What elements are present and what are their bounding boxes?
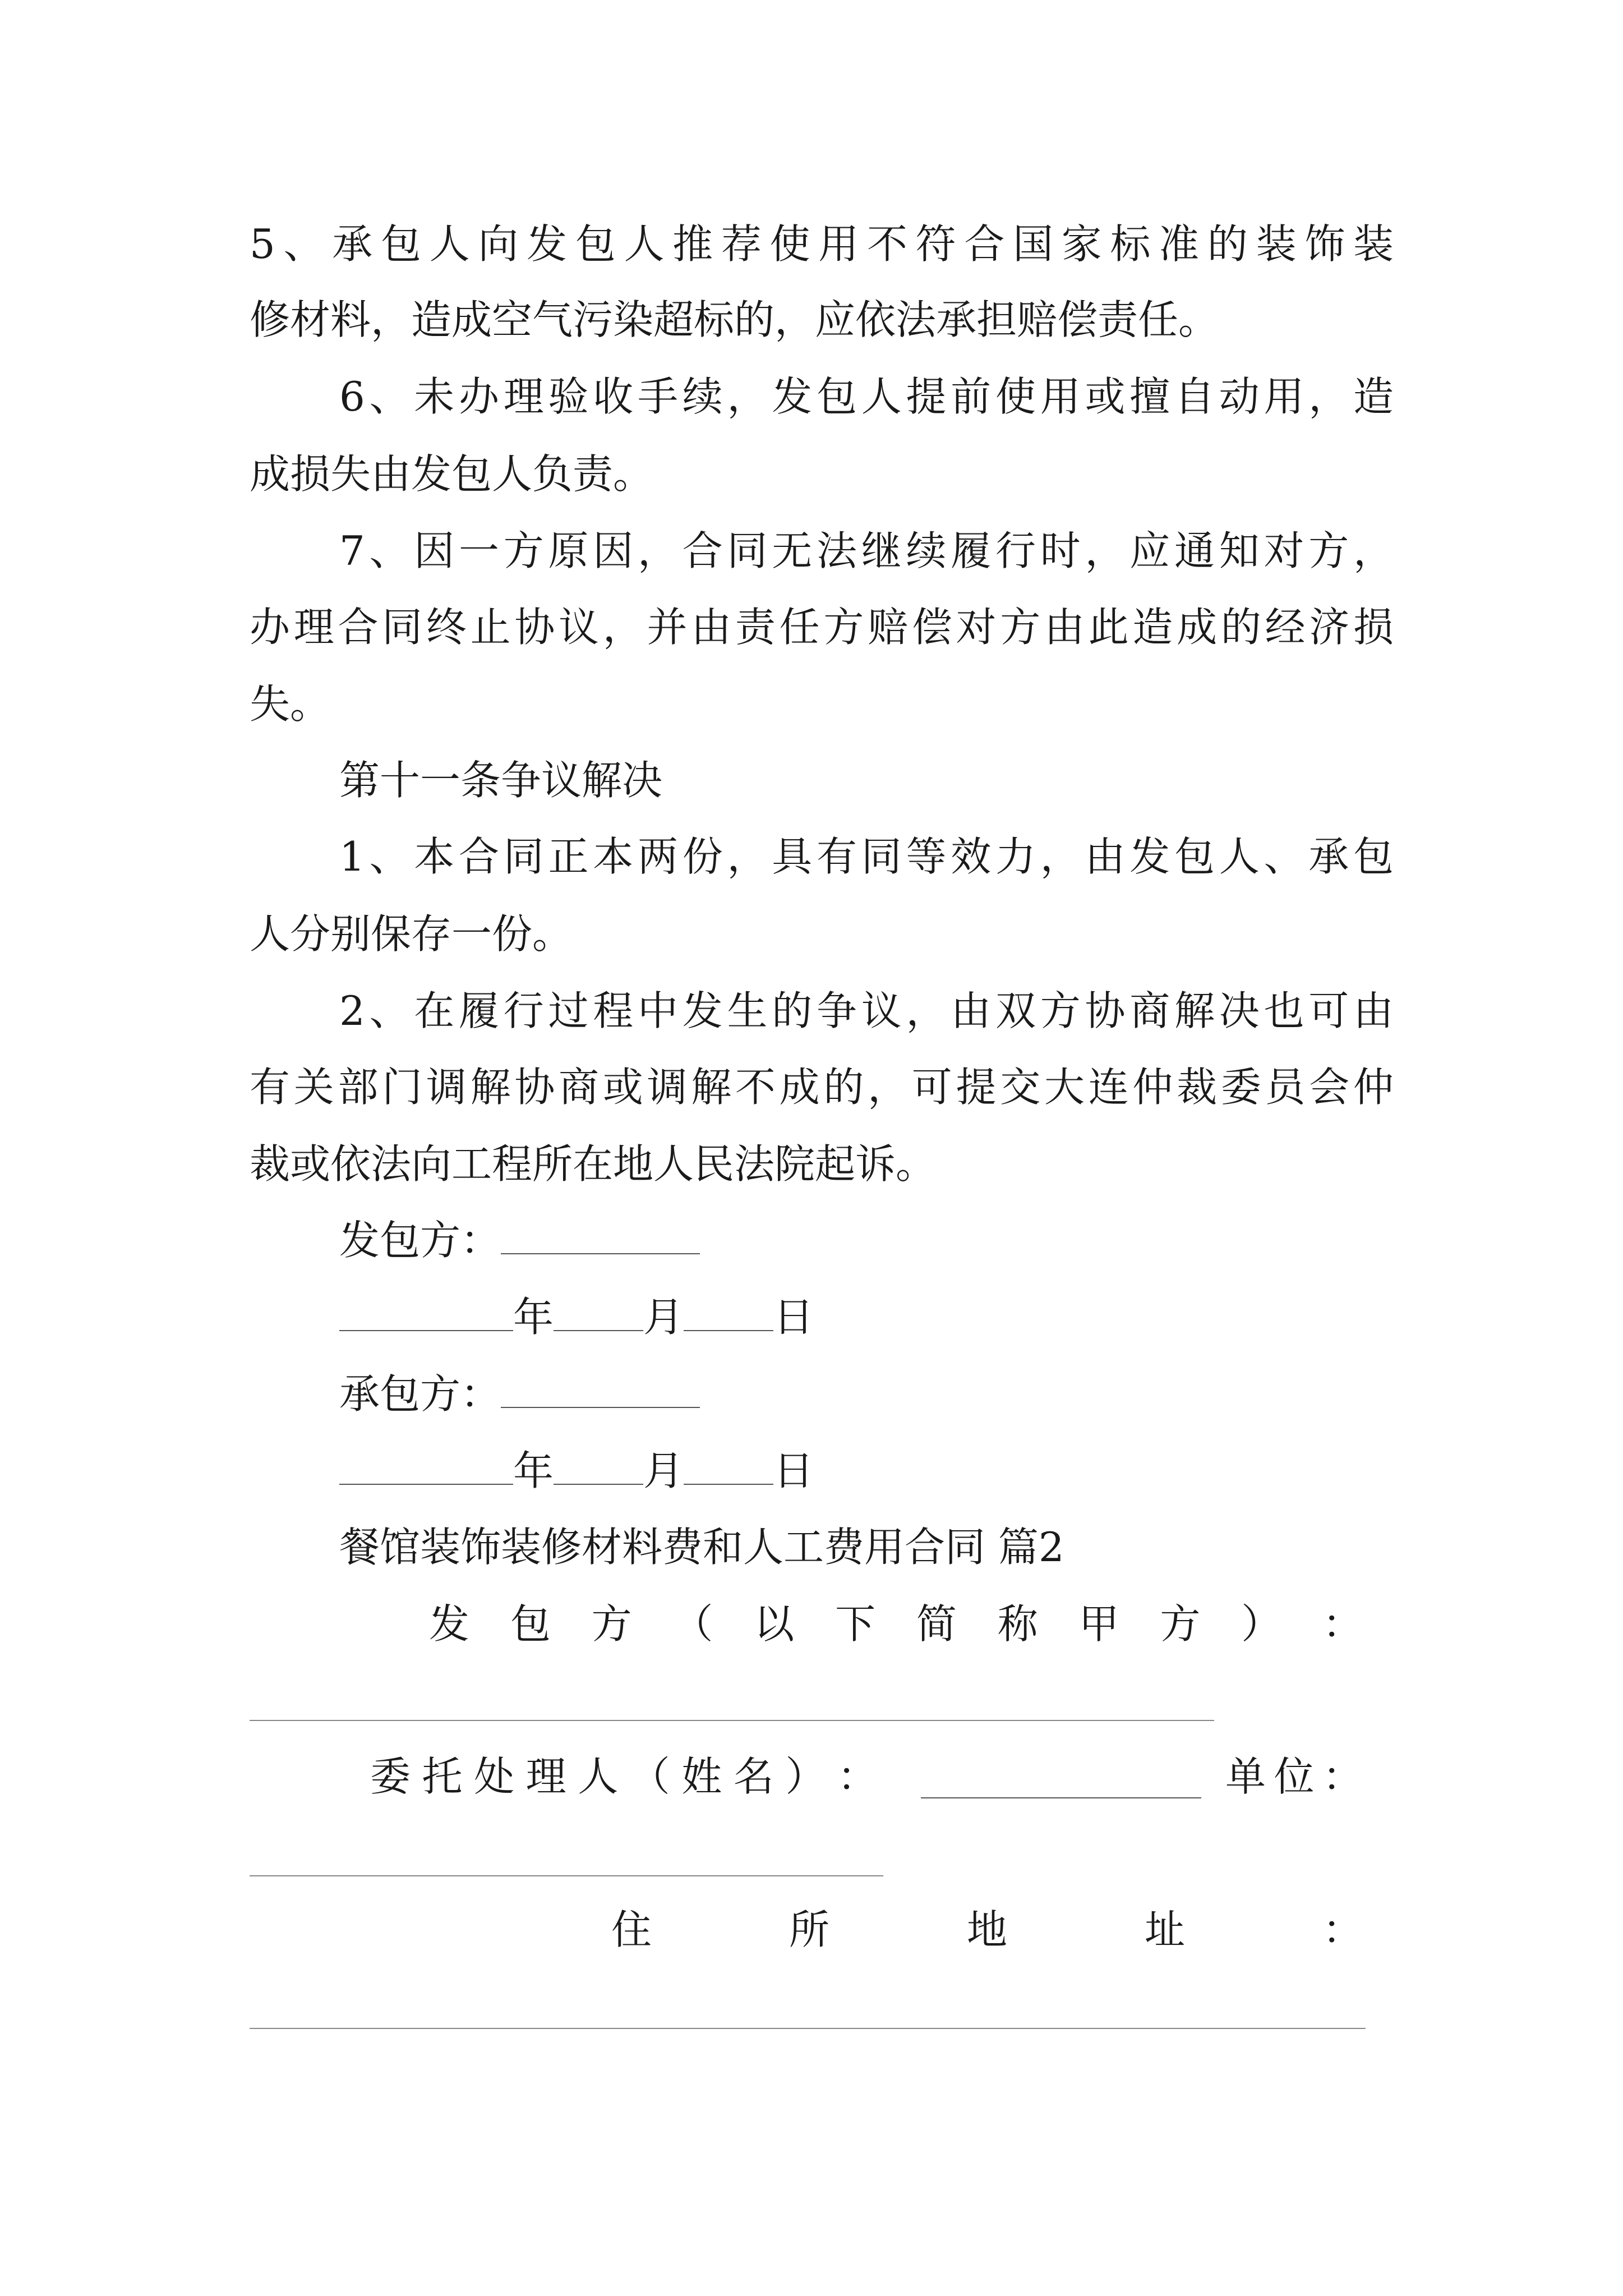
address-char: 地 [966, 1906, 1007, 1953]
party-a-char: 方 [591, 1600, 632, 1648]
paragraph-line: 失。 [250, 680, 331, 728]
year-label: 年 [513, 1294, 554, 1341]
agent-name-blank[interactable] [921, 1763, 1201, 1798]
party-b-label: 承包方： [339, 1370, 501, 1418]
paragraph-line: 办理合同终止协议，并由责任方赔偿对方由此造成的经济损 [250, 604, 1394, 651]
party-a-char: 以 [754, 1600, 795, 1648]
contract2-party-a-label [429, 1599, 1363, 1649]
paragraph-line: 6、未办理验收手续，发包人提前使用或擅自动用，造 [339, 373, 1394, 420]
paragraph-line: 7、因一方原因，合同无法继续履行时，应通知对方， [339, 527, 1394, 574]
agent-char: 姓 [681, 1753, 722, 1800]
address-char: 住 [611, 1906, 652, 1953]
party-a-char: 发 [429, 1600, 470, 1648]
day-label: 日 [773, 1447, 814, 1494]
agent-char: 委 [370, 1753, 411, 1800]
party-a-date [339, 1292, 814, 1342]
address-char: 所 [789, 1906, 829, 1953]
paragraph-line: 人分别保存一份。 [250, 910, 573, 958]
agent-char: 托 [422, 1753, 463, 1800]
fill-line[interactable] [250, 1720, 1214, 1721]
address-label [611, 1904, 1363, 1955]
year-label: 年 [513, 1447, 554, 1494]
address-char: 址 [1144, 1906, 1185, 1953]
party-b-blank[interactable] [501, 1372, 700, 1408]
party-a-char: 包 [510, 1600, 551, 1648]
agent-name-label [370, 1751, 878, 1802]
agent-char: 处 [474, 1753, 515, 1800]
party-a-char: 称 [997, 1600, 1038, 1648]
agent-char: 理 [525, 1753, 566, 1800]
fill-line[interactable] [250, 2028, 1366, 2029]
unit-char: 位 [1274, 1753, 1315, 1800]
paragraph-line: 有关部门调解协商或调解不成的，可提交大连仲裁委员会仲 [250, 1064, 1394, 1111]
party-a-char: 简 [916, 1600, 957, 1648]
unit-char: ： [1322, 1753, 1363, 1800]
paragraph-line: 5、承包人向发包人推荐使用不符合国家标准的装饰装 [250, 220, 1394, 268]
party-a-label: 发包方： [339, 1217, 501, 1264]
day-label: 日 [773, 1294, 814, 1341]
agent-char: 名 [733, 1753, 774, 1800]
paragraph-line: 1、本合同正本两份，具有同等效力，由发包人、承包 [339, 833, 1394, 880]
unit-label [1225, 1751, 1363, 1802]
agent-char: ） [785, 1753, 826, 1800]
party-a-char: ： [1322, 1600, 1363, 1648]
fill-line[interactable] [250, 1875, 883, 1876]
day-blank[interactable] [684, 1295, 773, 1331]
month-label: 月 [643, 1447, 684, 1494]
month-label: 月 [643, 1294, 684, 1341]
party-a-blank[interactable] [501, 1218, 700, 1254]
party-a-signature [339, 1215, 700, 1266]
party-a-char: （ [672, 1600, 713, 1648]
section-heading: 第十一条争议解决 [339, 757, 663, 804]
year-blank[interactable] [339, 1295, 513, 1331]
agent-char: ： [837, 1753, 878, 1800]
party-a-char: ） [1241, 1600, 1282, 1648]
agent-char: 人 [578, 1753, 619, 1800]
paragraph-line: 裁或依法向工程所在地人民法院起诉。 [250, 1140, 937, 1188]
party-b-signature [339, 1369, 700, 1419]
paragraph-line: 成损失由发包人负责。 [250, 450, 654, 498]
unit-char: 单 [1225, 1753, 1266, 1800]
address-char: ： [1322, 1906, 1363, 1953]
paragraph-line: 修材料，造成空气污染超标的，应依法承担赔偿责任。 [250, 296, 1219, 343]
contract-title: 餐馆装饰装修材料费和人工费用合同 篇2 [339, 1524, 1064, 1571]
party-b-date [339, 1446, 814, 1496]
day-blank[interactable] [684, 1449, 773, 1485]
paragraph-line: 2、在履行过程中发生的争议，由双方协商解决也可由 [339, 987, 1394, 1034]
party-a-char: 下 [835, 1600, 876, 1648]
month-blank[interactable] [554, 1295, 643, 1331]
month-blank[interactable] [554, 1449, 643, 1485]
party-a-char: 甲 [1078, 1600, 1119, 1648]
agent-char: （ [629, 1753, 670, 1800]
party-a-char: 方 [1160, 1600, 1201, 1648]
year-blank[interactable] [339, 1449, 513, 1485]
